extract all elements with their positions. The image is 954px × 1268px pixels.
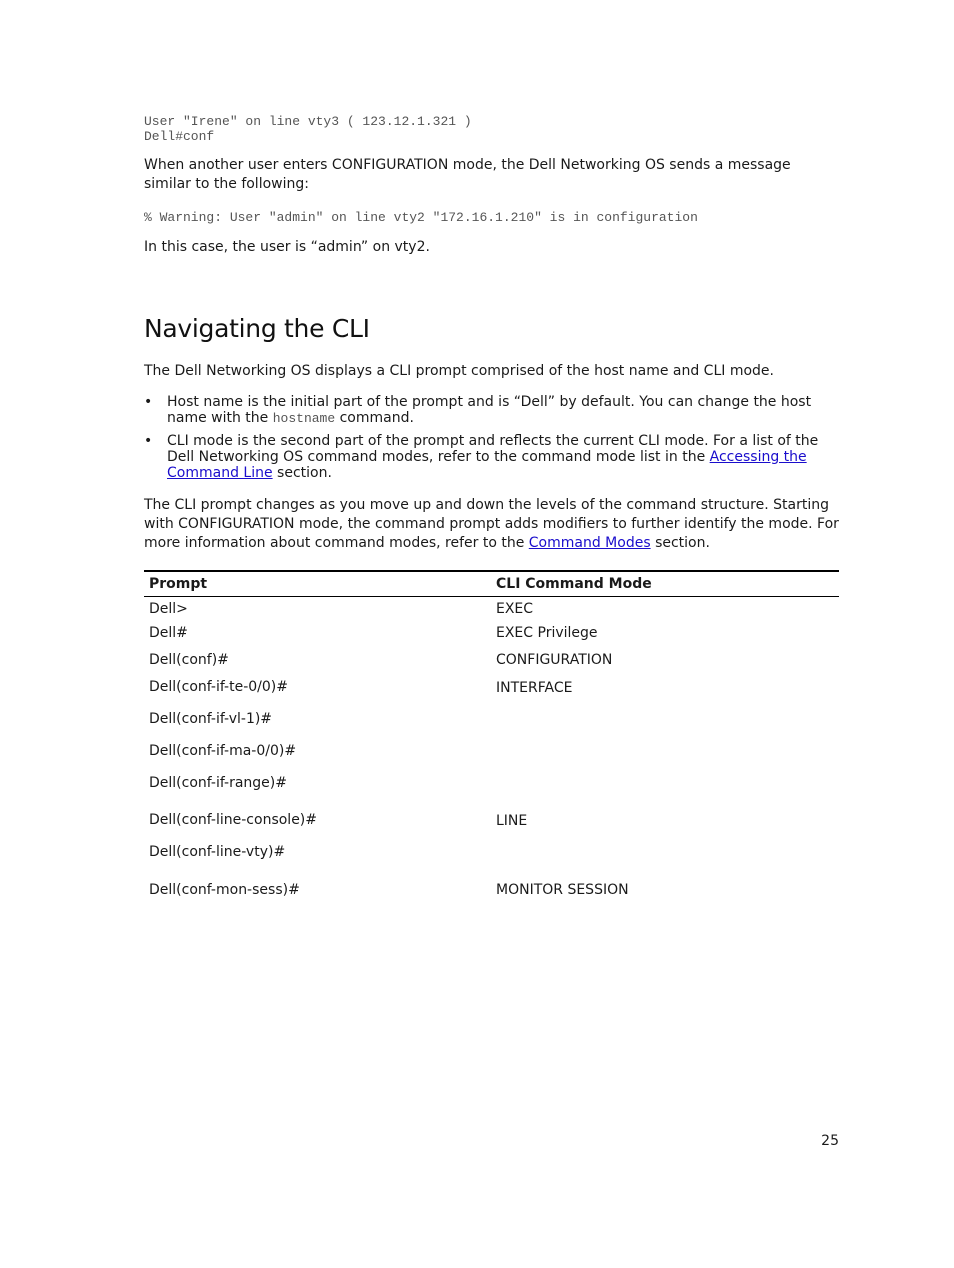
cell-mode: EXEC Privilege (496, 624, 598, 641)
bullet-list-hostname (144, 394, 839, 427)
paragraph-intro: The Dell Networking OS displays a CLI prompt comprised of the host name and CLI mode. (144, 363, 774, 379)
cell-mode (491, 844, 839, 882)
cell-prompt: Dell(conf-if-vl-1)# (149, 710, 273, 727)
cell-mode (491, 775, 839, 812)
list-item: • CLI mode is the second part of the prompt and reflects the current CLI mode. For a list of the Dell Networking OS command modes, refer to the command mode list in the Accessing the Command Line section. (144, 433, 819, 481)
link-accessing-command-line[interactable]: Accessing the Command Line (167, 449, 807, 481)
cell-mode: INTERFACE (496, 679, 573, 696)
bullet-icon: • (144, 394, 153, 410)
section-heading: Navigating the CLI (144, 314, 370, 343)
paragraph-config-message: When another user enters CONFIGURATION mode, the Dell Networking OS sends a message similar to the following: (144, 157, 791, 192)
cell-prompt: Dell> (149, 601, 188, 617)
list-item: • Host name is the initial part of the prompt and is “Dell” by default. You can change the host name with the hostname command. (144, 394, 812, 426)
cell-prompt: Dell# (149, 624, 188, 641)
cell-mode: MONITOR SESSION (496, 881, 629, 898)
cell-mode: EXEC (496, 601, 534, 617)
table-row (144, 844, 839, 882)
table-row (144, 625, 839, 652)
code-block-session (144, 114, 472, 144)
link-command-modes[interactable]: Command Modes (528, 535, 651, 551)
table-row (144, 711, 839, 743)
bullet-icon: • (144, 433, 153, 449)
cell-prompt: Dell(conf-line-console)# (149, 811, 317, 828)
table-row (144, 775, 839, 812)
table-row (144, 652, 839, 679)
cell-prompt: Dell(conf-line-vty)# (149, 843, 286, 860)
code-block-warning: % Warning: User "admin" on line vty2 "172.16.1.210" is in configuration (144, 210, 698, 225)
cell-mode (491, 743, 839, 775)
table-row (144, 743, 839, 775)
code-line: User "Irene" on line vty3 ( 123.12.1.321 ) (144, 114, 472, 129)
cell-prompt: Dell(conf-if-range)# (149, 774, 287, 791)
cell-prompt: Dell(conf-if-te-0/0)# (149, 678, 288, 695)
column-header-mode: CLI Command Mode (491, 571, 839, 597)
cell-mode: LINE (496, 812, 528, 829)
cell-mode: CONFIGURATION (496, 651, 613, 668)
table-row (144, 597, 839, 625)
table-header-row (144, 571, 839, 597)
column-header-prompt: Prompt (144, 571, 491, 597)
table-row (144, 679, 839, 711)
code-line: Dell#conf (144, 129, 215, 144)
paragraph-prompt-changes: The CLI prompt changes as you move up and down the levels of the command structure. Starting with CONFIGURATION mode, the command prompt adds modifiers to further identify the mode. For more information about command modes, refer to the Command Modes section. (144, 497, 839, 551)
table-row (144, 812, 839, 844)
bullet-list-cli-mode (144, 433, 839, 481)
cell-mode (491, 711, 839, 743)
cell-prompt: Dell(conf-if-ma-0/0)# (149, 742, 297, 759)
document-page (144, 0, 839, 1268)
table-row (144, 882, 839, 909)
paragraph-admin-vty: In this case, the user is “admin” on vty2. (144, 239, 430, 255)
page-number: 25 (821, 1133, 839, 1149)
prompt-mode-table (144, 570, 839, 909)
inline-code-hostname: hostname (272, 411, 336, 426)
cell-prompt: Dell(conf)# (149, 651, 229, 668)
cell-prompt: Dell(conf-mon-sess)# (149, 881, 300, 898)
